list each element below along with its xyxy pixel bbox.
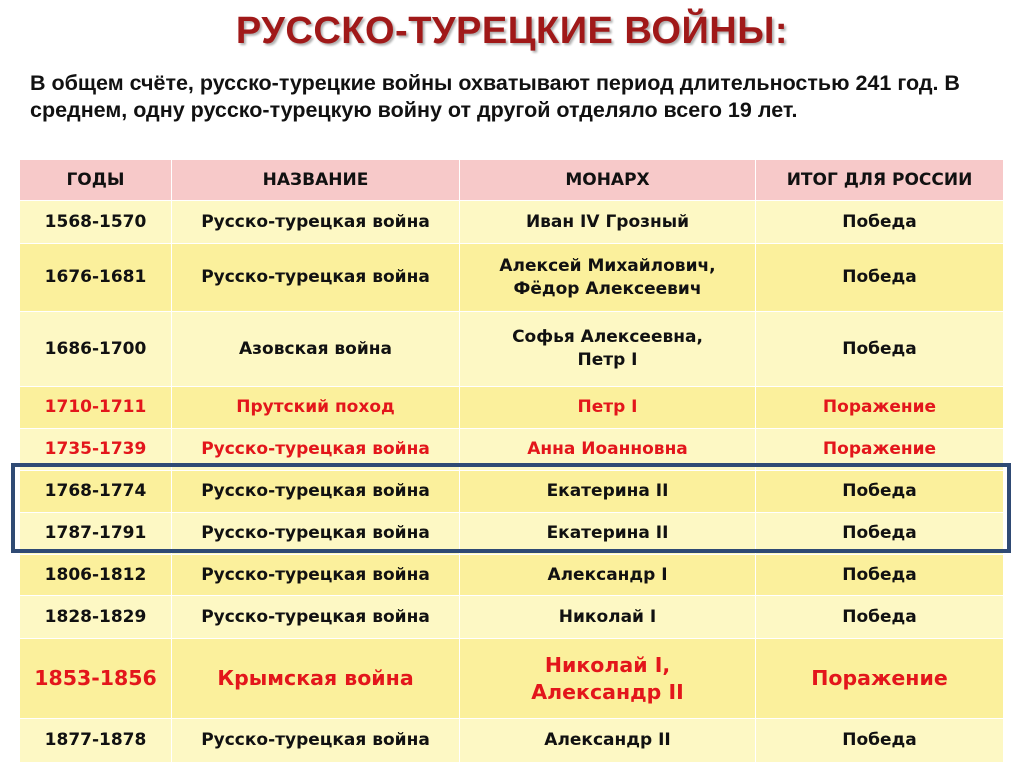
intro-text: В общем счёте, русско-турецкие войны охватывают период длительностью 241 год. В среднем, одну русско-турецкую войну от другой отделяло всего 19 лет. (30, 71, 960, 122)
cell-years: 1787-1791 (20, 513, 172, 555)
header-result: ИТОГ ДЛЯ РОССИИ (756, 160, 1004, 201)
cell-monarch (460, 596, 756, 639)
cell-result: Победа (756, 201, 1004, 244)
cell-name: Русско-турецкая война (172, 201, 460, 244)
cell-result: Победа (756, 596, 1004, 639)
monarch-line: Петр I (577, 397, 638, 417)
cell-years: 1710-1711 (20, 387, 172, 429)
monarch-line: Александр I (547, 564, 668, 585)
wars-table (19, 159, 1004, 763)
cell-name: Русско-турецкая война (172, 429, 460, 471)
monarch-line: Алексей Михайлович, (499, 255, 716, 276)
monarch-line: Софья Алексеевна, (512, 327, 703, 347)
cell-monarch (460, 312, 756, 387)
cell-monarch (460, 555, 756, 596)
cell-result: Поражение (756, 639, 1004, 719)
table-row (20, 596, 1004, 639)
cell-years: 1676-1681 (20, 244, 172, 312)
table-row (20, 639, 1004, 719)
monarch-line: Петр I (577, 350, 638, 370)
cell-result: Победа (756, 244, 1004, 312)
cell-years: 1735-1739 (20, 429, 172, 471)
cell-name: Русско-турецкая война (172, 244, 460, 312)
monarch-line: Екатерина II (546, 523, 669, 543)
cell-monarch (460, 244, 756, 312)
table-row (20, 719, 1004, 763)
header-name: НАЗВАНИЕ (172, 160, 460, 201)
table-row (20, 555, 1004, 596)
monarch-line: Александр II (531, 679, 684, 704)
cell-years: 1877-1878 (20, 719, 172, 763)
table-row (20, 201, 1004, 244)
cell-monarch (460, 639, 756, 719)
monarch-line: Иван IV Грозный (525, 211, 690, 232)
cell-years: 1686-1700 (20, 312, 172, 387)
page-title: РУССКО-ТУРЕЦКИЕ ВОЙНЫ: (235, 10, 789, 52)
cell-name: Русско-турецкая война (172, 513, 460, 555)
cell-years: 1568-1570 (20, 201, 172, 244)
cell-name: Русско-турецкая война (172, 471, 460, 513)
cell-years: 1806-1812 (20, 555, 172, 596)
cell-years: 1828-1829 (20, 596, 172, 639)
table-row (20, 244, 1004, 312)
monarch-line: Николай I, (544, 652, 671, 677)
cell-name: Русско-турецкая война (172, 596, 460, 639)
monarch-line: Александр II (544, 730, 671, 750)
cell-monarch (460, 387, 756, 429)
header-years: ГОДЫ (20, 160, 172, 201)
cell-years: 1768-1774 (20, 471, 172, 513)
cell-result: Победа (756, 312, 1004, 387)
cell-name: Прутский поход (172, 387, 460, 429)
cell-name: Азовская война (172, 312, 460, 387)
cell-result: Победа (756, 471, 1004, 513)
monarch-line: Фёдор Алексеевич (513, 278, 702, 299)
cell-years: 1853-1856 (20, 639, 172, 719)
cell-result: Победа (756, 513, 1004, 555)
monarch-line: Анна Иоанновна (527, 439, 688, 459)
table-row (20, 312, 1004, 387)
cell-result: Победа (756, 555, 1004, 596)
cell-name: Русско-турецкая война (172, 555, 460, 596)
monarch-line: Николай I (558, 606, 657, 627)
table-header-row (20, 160, 1004, 201)
catherine-wars-highlight-box (11, 463, 1011, 553)
cell-name: Русско-турецкая война (172, 719, 460, 763)
cell-monarch (460, 719, 756, 763)
table-row (20, 387, 1004, 429)
cell-result: Поражение (756, 387, 1004, 429)
header-monarch: МОНАРХ (460, 160, 756, 201)
cell-result: Победа (756, 719, 1004, 763)
cell-monarch (460, 201, 756, 244)
cell-result: Поражение (756, 429, 1004, 471)
cell-name: Крымская война (172, 639, 460, 719)
monarch-line: Екатерина II (546, 481, 669, 501)
